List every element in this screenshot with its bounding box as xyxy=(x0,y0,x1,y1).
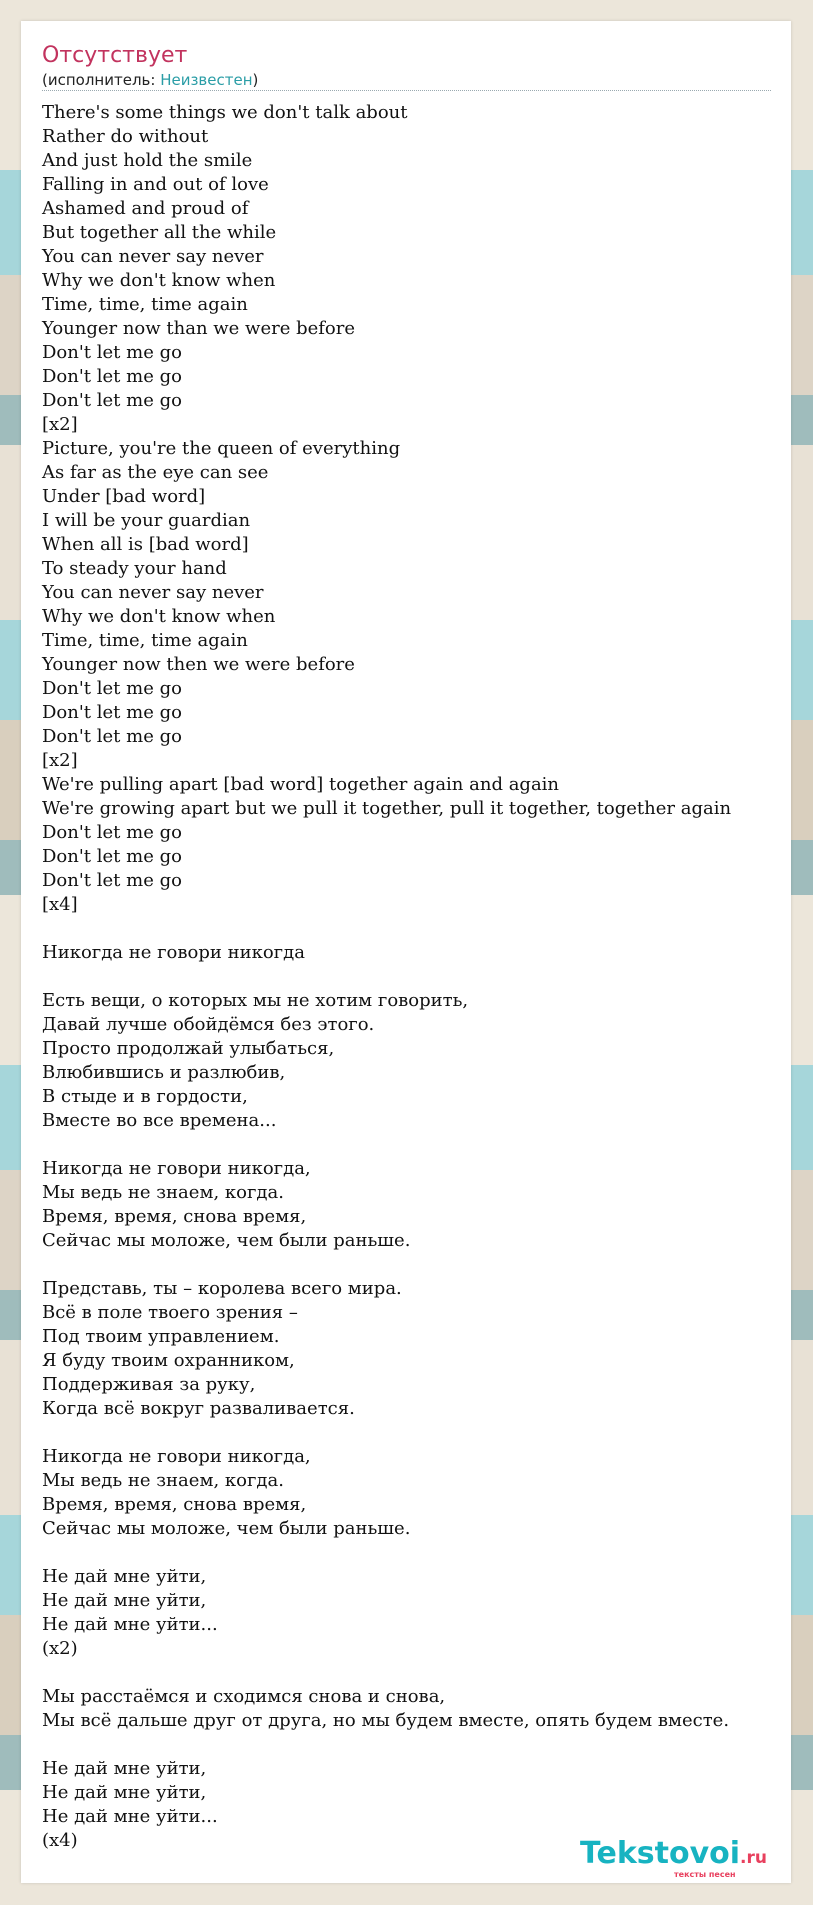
lyric-line: Не дай мне уйти, xyxy=(42,1566,207,1587)
lyric-line: Не дай мне уйти... xyxy=(42,1614,218,1635)
lyric-line: Ashamed and proud of xyxy=(42,198,249,219)
lyric-line: Я буду твоим охранником, xyxy=(42,1350,295,1371)
lyric-line: Давай лучше обойдёмся без этого. xyxy=(42,1014,375,1035)
lyric-line: Don't let me go xyxy=(42,342,182,363)
lyric-line: Когда всё вокруг разваливается. xyxy=(42,1398,355,1419)
lyric-line: Мы ведь не знаем, когда. xyxy=(42,1470,284,1491)
lyric-line: But together all the while xyxy=(42,222,277,243)
lyric-line: Не дай мне уйти, xyxy=(42,1782,207,1803)
lyric-line: Don't let me go xyxy=(42,822,182,843)
lyric-line: Поддерживая за руку, xyxy=(42,1374,256,1395)
artist-line xyxy=(42,70,258,90)
lyric-blank-line xyxy=(42,1661,813,1685)
lyric-line: Мы всё дальше друг от друга, но мы будем вместе, опять будем вместе. xyxy=(42,1710,730,1731)
lyric-line: Falling in and out of love xyxy=(42,174,269,195)
lyric-line: Не дай мне уйти, xyxy=(42,1758,207,1779)
lyric-line: Picture, you're the queen of everything xyxy=(42,438,401,459)
lyric-blank-line xyxy=(42,1733,813,1757)
lyrics-text xyxy=(42,101,813,1853)
lyric-line: Никогда не говори никогда, xyxy=(42,1446,311,1467)
lyric-line: There's some things we don't talk about xyxy=(42,102,408,123)
lyric-line: Влюбившись и разлюбив, xyxy=(42,1062,286,1083)
lyric-blank-line xyxy=(42,965,813,989)
lyric-line: Под твоим управлением. xyxy=(42,1326,280,1347)
lyric-line: Under [bad word] xyxy=(42,486,206,507)
lyric-line: When all is [bad word] xyxy=(42,534,249,555)
logo-tagline: тексты песен xyxy=(674,1870,736,1879)
lyric-line: Не дай мне уйти... xyxy=(42,1806,218,1827)
lyric-line: Don't let me go xyxy=(42,702,182,723)
lyric-line: You can never say never xyxy=(42,582,264,603)
lyric-line: Не дай мне уйти, xyxy=(42,1590,207,1611)
lyric-line: Don't let me go xyxy=(42,390,182,411)
lyric-line: Сейчас мы моложе, чем были раньше. xyxy=(42,1518,411,1539)
artist-prefix: (исполнитель: xyxy=(42,71,161,89)
lyric-blank-line xyxy=(42,917,813,941)
lyric-line: (x2) xyxy=(42,1638,78,1659)
site-logo[interactable] xyxy=(580,1836,767,1871)
lyric-line: Мы ведь не знаем, когда. xyxy=(42,1182,284,1203)
lyric-line: Мы расстаёмся и сходимся снова и снова, xyxy=(42,1686,446,1707)
lyric-line: (x4) xyxy=(42,1830,78,1851)
lyric-line: Don't let me go xyxy=(42,870,182,891)
lyric-blank-line xyxy=(42,1421,813,1445)
lyric-line: And just hold the smile xyxy=(42,150,253,171)
lyric-line: Don't let me go xyxy=(42,366,182,387)
lyric-line: As far as the eye can see xyxy=(42,462,269,483)
lyric-line: You can never say never xyxy=(42,246,264,267)
lyric-line: To steady your hand xyxy=(42,558,227,579)
lyric-blank-line xyxy=(42,1133,813,1157)
lyric-line: Просто продолжай улыбаться, xyxy=(42,1038,335,1059)
lyric-line: Rather do without xyxy=(42,126,209,147)
lyric-line: We're growing apart but we pull it together, pull it together, together again xyxy=(42,798,732,819)
lyric-line: Всё в поле твоего зрения – xyxy=(42,1302,298,1323)
lyric-line: Younger now than we were before xyxy=(42,318,356,339)
lyric-line: Есть вещи, о которых мы не хотим говорить, xyxy=(42,990,469,1011)
lyric-line: We're pulling apart [bad word] together again and again xyxy=(42,774,560,795)
lyric-line: Время, время, снова время, xyxy=(42,1494,307,1515)
lyric-line: Никогда не говори никогда xyxy=(42,942,305,963)
lyric-line: Don't let me go xyxy=(42,846,182,867)
lyric-line: [x4] xyxy=(42,894,78,915)
title-divider xyxy=(42,90,771,91)
lyric-line: Don't let me go xyxy=(42,678,182,699)
lyric-line: Don't let me go xyxy=(42,726,182,747)
lyric-line: Time, time, time again xyxy=(42,630,248,651)
lyric-line: Why we don't know when xyxy=(42,270,276,291)
logo-tld: .ru xyxy=(740,1848,767,1868)
lyric-line: Представь, ты – королева всего мира. xyxy=(42,1278,402,1299)
artist-link[interactable]: Неизвестен xyxy=(160,71,253,89)
song-title: Отсутствует xyxy=(42,43,188,68)
lyric-line: Сейчас мы моложе, чем были раньше. xyxy=(42,1230,411,1251)
lyric-line: Why we don't know when xyxy=(42,606,276,627)
lyric-line: Time, time, time again xyxy=(42,294,248,315)
lyric-line: I will be your guardian xyxy=(42,510,251,531)
lyric-line: [x2] xyxy=(42,414,78,435)
logo-name: Tekstovoi xyxy=(580,1836,741,1871)
lyric-line: [x2] xyxy=(42,750,78,771)
lyric-line: Время, время, снова время, xyxy=(42,1206,307,1227)
lyric-line: Никогда не говори никогда, xyxy=(42,1158,311,1179)
lyric-line: Вместе во все времена... xyxy=(42,1110,277,1131)
lyric-blank-line xyxy=(42,1541,813,1565)
lyric-blank-line xyxy=(42,1253,813,1277)
lyric-line: Younger now then we were before xyxy=(42,654,355,675)
lyric-line: В стыде и в гордости, xyxy=(42,1086,248,1107)
artist-suffix: ) xyxy=(252,71,259,89)
